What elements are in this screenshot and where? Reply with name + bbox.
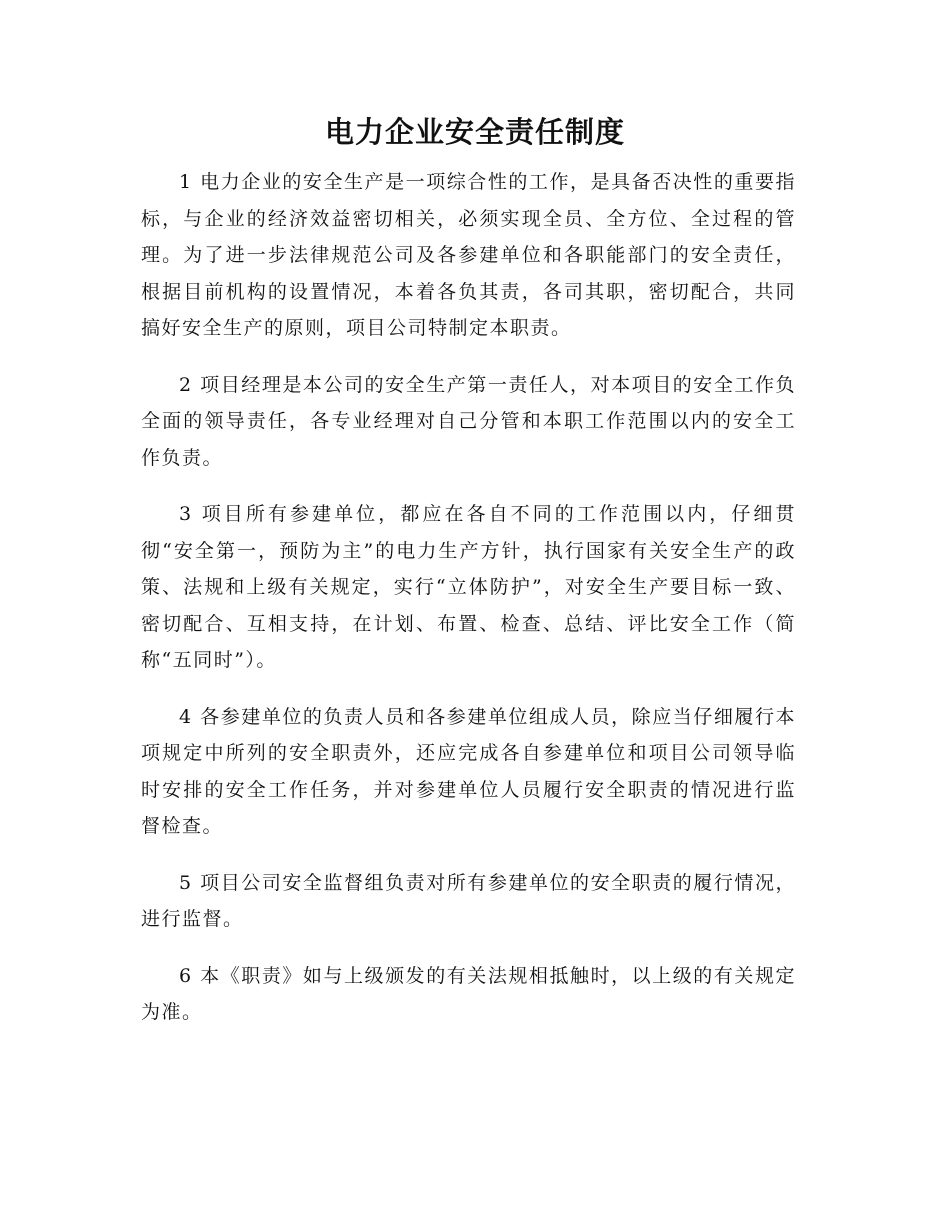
paragraph-3: 3 项目所有参建单位，都应在各自不同的工作范围以内，仔细贯彻“安全第一，预防为主”的电力生产方针，执行国家有关安全生产的政策、法规和上级有关规定，实行“立体防护”，对安全生产要目标一致、密切配合、互相支持，在计划、布置、检查、总结、评比安全工作（简称“五同时”）。 bbox=[141, 503, 796, 671]
paragraph-2: 2 项目经理是本公司的安全生产第一责任人，对本项目的安全工作负全面的领导责任，各专业经理对自己分管和本职工作范围以内的安全工作负责。 bbox=[141, 373, 796, 469]
document-title: 电力企业安全责任制度 bbox=[324, 115, 625, 149]
paragraph-6: 6 本《职责》如与上级颁发的有关法规相抵触时，以上级的有关规定为准。 bbox=[141, 964, 796, 1023]
paragraph-5: 5 项目公司安全监督组负责对所有参建单位的安全职责的履行情况，进行监督。 bbox=[141, 871, 796, 930]
paragraph-1: 1 电力企业的安全生产是一项综合性的工作，是具备否决性的重要指标，与企业的经济效益密切相关，必须实现全员、全方位、全过程的管理。为了进一步法律规范公司及各参建单位和各职能部门的安全责任，根据目前机构的设置情况，本着各负其责，各司其职，密切配合，共同搞好安全生产的原则，项目公司特制定本职责。 bbox=[141, 171, 796, 339]
paragraph-4: 4 各参建单位的负责人员和各参建单位组成人员，除应当仔细履行本项规定中所列的安全职责外，还应完成各自参建单位和项目公司领导临时安排的安全工作任务，并对参建单位人员履行安全职责的情况进行监督检查。 bbox=[141, 705, 796, 837]
document-body bbox=[141, 164, 796, 1051]
